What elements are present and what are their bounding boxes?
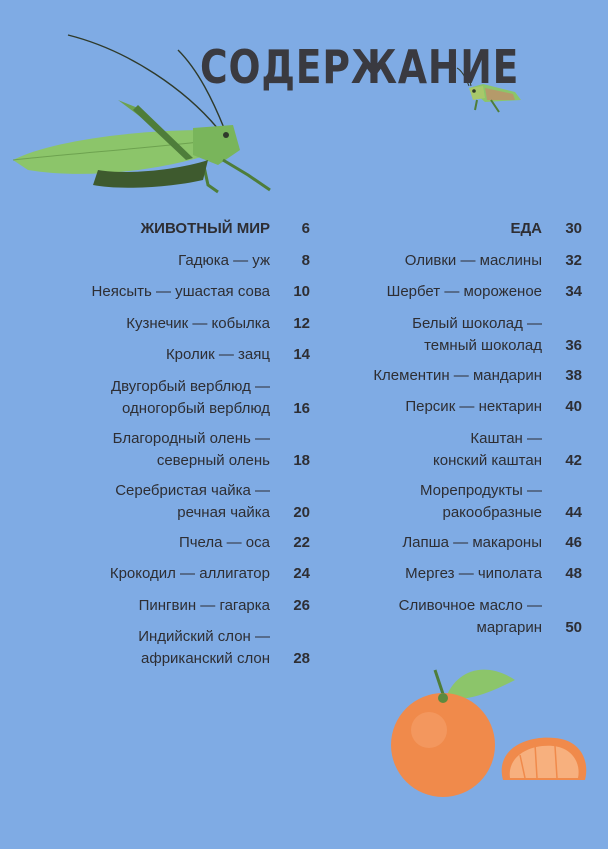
toc-entry-title: Пчела — оса xyxy=(178,533,270,551)
toc-page-number: 22 xyxy=(293,533,310,551)
toc-page-number: 8 xyxy=(301,251,310,269)
toc-page-number: 20 xyxy=(293,503,310,521)
toc-entry-title: конский каштан xyxy=(433,451,542,469)
toc-entry-title: одногорбый верблюд xyxy=(122,399,270,417)
toc-entry xyxy=(330,281,582,303)
toc-entry xyxy=(330,365,582,387)
toc-entry xyxy=(330,563,582,585)
toc-entry-title: Персик — нектарин xyxy=(405,398,542,415)
toc-page-number: 18 xyxy=(293,451,310,469)
toc-page-number: 26 xyxy=(293,596,310,614)
toc-entry-title: Индийский слон — xyxy=(138,628,270,645)
toc-page-number: 16 xyxy=(293,399,310,417)
toc-entry-title: Крокодил — аллигатор xyxy=(109,565,270,582)
toc-entry-title: Кузнечик — кобылка xyxy=(126,314,270,332)
toc-entry-title: ракообразные xyxy=(442,503,542,521)
toc-entry xyxy=(330,428,582,472)
toc-entry xyxy=(60,595,310,617)
page-title: СОДЕРЖАНИЕ xyxy=(200,40,520,94)
toc-entry xyxy=(60,563,310,585)
toc-entry-title: Неясыть — ушастая сова xyxy=(91,283,270,300)
toc-entry xyxy=(330,532,582,554)
toc-entry-title: маргарин xyxy=(476,618,542,636)
toc-entry-title: Белый шоколад — xyxy=(412,314,542,332)
toc-entry-title: Кролик — заяц xyxy=(165,346,270,363)
toc-page-number: 28 xyxy=(293,650,310,667)
toc-entry-title: речная чайка xyxy=(177,503,270,521)
toc-entry-title: северный олень xyxy=(156,451,270,469)
toc-entry xyxy=(60,480,310,524)
toc-page-number: 6 xyxy=(301,220,310,237)
toc-entry-title: Сливочное масло — xyxy=(398,596,542,614)
toc-entry xyxy=(60,344,310,366)
toc-entry-title: Серебристая чайка — xyxy=(115,481,270,499)
toc-page-number: 24 xyxy=(293,565,310,582)
toc-entry xyxy=(60,532,310,554)
toc-page-number: 32 xyxy=(565,251,582,269)
toc-entry xyxy=(60,250,310,272)
toc-entry-title: Лапша — макароны xyxy=(402,533,542,551)
toc-entry-title: Клементин — мандарин xyxy=(373,366,542,384)
toc-entry-title: ЕДА xyxy=(510,220,542,237)
toc-entry-title: ЖИВОТНЫЙ МИР xyxy=(140,220,270,237)
toc-entry-title: Двугорбый верблюд — xyxy=(110,377,270,395)
toc-entry xyxy=(330,396,582,418)
toc-entry xyxy=(60,626,310,670)
toc-page-number: 48 xyxy=(565,565,582,582)
toc-entry-title: африканский слон xyxy=(141,650,270,667)
toc-page-number: 10 xyxy=(293,283,310,300)
toc-page-number: 44 xyxy=(565,503,582,521)
toc-entry xyxy=(60,428,310,472)
toc-page-number: 14 xyxy=(293,346,310,363)
toc-entry-title: Гадюка — уж xyxy=(178,251,270,269)
toc-entry-title: Пингвин — гагарка xyxy=(138,596,270,614)
toc-entry-title: темный шоколад xyxy=(424,336,542,354)
toc-entry xyxy=(330,595,582,639)
toc-entry xyxy=(60,281,310,303)
toc-page-number: 30 xyxy=(565,220,582,237)
toc-page-number: 36 xyxy=(565,336,582,354)
toc-page-number: 34 xyxy=(565,283,582,300)
toc-entry-title: Шербет — мороженое xyxy=(386,283,542,300)
toc-section-heading xyxy=(60,218,310,240)
toc-page-number: 50 xyxy=(565,618,582,636)
toc-entry-title: Морепродукты — xyxy=(420,481,542,499)
toc-page-number: 12 xyxy=(293,314,310,332)
toc-entry-title: Благородный олень — xyxy=(112,429,270,447)
toc-page-number: 38 xyxy=(565,366,582,384)
toc-entry xyxy=(60,313,310,335)
toc-entry-title: Мергез — чиполата xyxy=(405,565,542,582)
toc-entry-title: Каштан — xyxy=(470,429,542,447)
toc-page-number: 42 xyxy=(565,451,582,469)
toc-entry xyxy=(60,376,310,420)
toc-entry xyxy=(330,313,582,357)
toc-page-number: 46 xyxy=(565,533,582,551)
toc-page-number: 40 xyxy=(565,398,582,415)
toc-entry xyxy=(330,250,582,272)
toc-entry xyxy=(330,480,582,524)
toc-section-heading xyxy=(330,218,582,240)
toc-entry-title: Оливки — маслины xyxy=(404,251,542,269)
tangerine-illustration xyxy=(385,660,595,810)
